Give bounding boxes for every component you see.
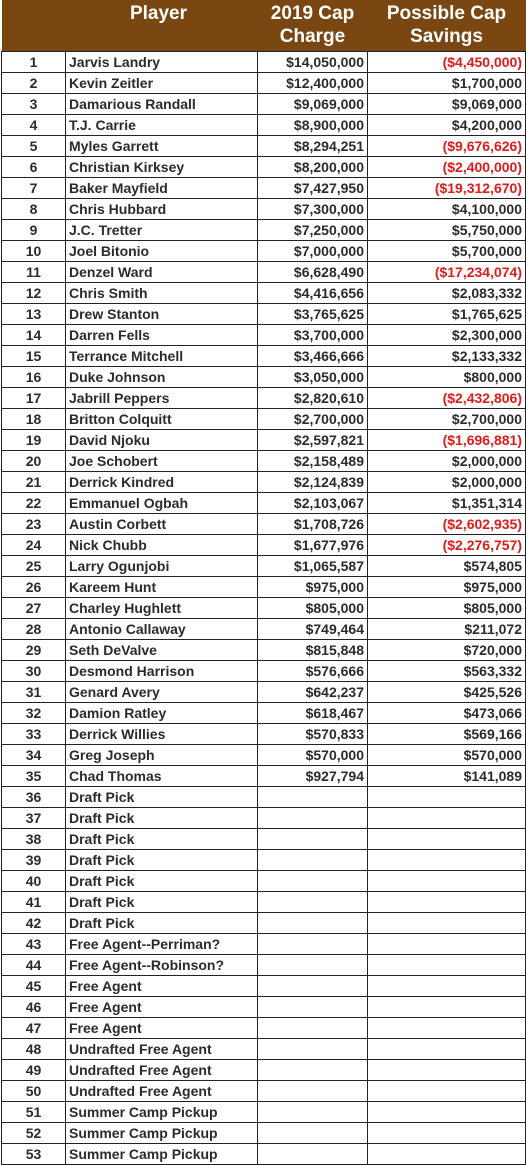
header-cap-charge [258, 0, 368, 52]
player-name: Emmanuel Ogbah [66, 493, 258, 514]
cap-charge [258, 997, 368, 1018]
player-name: Chris Smith [66, 283, 258, 304]
cap-charge [258, 1039, 368, 1060]
player-name: Larry Ogunjobi [66, 556, 258, 577]
table-row [2, 682, 526, 703]
table-row [2, 577, 526, 598]
cap-charge: $815,848 [258, 640, 368, 661]
cap-charge: $2,103,067 [258, 493, 368, 514]
table-row [2, 703, 526, 724]
header-cap-savings-line1: Possible Cap [386, 3, 507, 24]
cap-charge: $2,124,839 [258, 472, 368, 493]
player-name: Charley Hughlett [66, 598, 258, 619]
player-name: Undrafted Free Agent [66, 1081, 258, 1102]
table-row [2, 808, 526, 829]
table-row [2, 73, 526, 94]
cap-savings [368, 997, 526, 1018]
cap-charge [258, 934, 368, 955]
cap-charge: $576,666 [258, 661, 368, 682]
table-row [2, 94, 526, 115]
cap-savings: $211,072 [368, 619, 526, 640]
cap-savings: $569,166 [368, 724, 526, 745]
cap-savings: $975,000 [368, 577, 526, 598]
player-name: Free Agent [66, 997, 258, 1018]
table-row [2, 892, 526, 913]
cap-savings: $563,332 [368, 661, 526, 682]
table-row [2, 115, 526, 136]
row-number: 47 [2, 1018, 66, 1039]
row-number: 37 [2, 808, 66, 829]
row-number: 22 [2, 493, 66, 514]
cap-savings [368, 892, 526, 913]
row-number: 1 [2, 52, 66, 73]
table-row [2, 787, 526, 808]
table-row [2, 514, 526, 535]
row-number: 2 [2, 73, 66, 94]
table-row [2, 472, 526, 493]
cap-savings: $5,700,000 [368, 241, 526, 262]
cap-savings: ($2,432,806) [368, 388, 526, 409]
player-name: Draft Pick [66, 913, 258, 934]
cap-savings: $2,133,332 [368, 346, 526, 367]
row-number: 23 [2, 514, 66, 535]
cap-savings [368, 1123, 526, 1144]
cap-charge: $2,700,000 [258, 409, 368, 430]
table-row [2, 850, 526, 871]
row-number: 34 [2, 745, 66, 766]
player-name: Baker Mayfield [66, 178, 258, 199]
cap-savings [368, 829, 526, 850]
row-number: 26 [2, 577, 66, 598]
row-number: 18 [2, 409, 66, 430]
cap-charge: $570,833 [258, 724, 368, 745]
header-cap-savings-line2: Savings [410, 26, 483, 47]
cap-savings: ($2,602,935) [368, 514, 526, 535]
cap-charge: $805,000 [258, 598, 368, 619]
table-row [2, 1039, 526, 1060]
cap-charge [258, 1060, 368, 1081]
cap-charge: $975,000 [258, 577, 368, 598]
cap-charge [258, 829, 368, 850]
player-name: Free Agent--Perriman? [66, 934, 258, 955]
row-number: 21 [2, 472, 66, 493]
cap-savings [368, 1102, 526, 1123]
player-name: Jarvis Landry [66, 52, 258, 73]
row-number: 45 [2, 976, 66, 997]
cap-savings: $141,089 [368, 766, 526, 787]
row-number: 49 [2, 1060, 66, 1081]
row-number: 33 [2, 724, 66, 745]
row-number: 42 [2, 913, 66, 934]
cap-savings: ($2,276,757) [368, 535, 526, 556]
cap-savings [368, 913, 526, 934]
player-name: Undrafted Free Agent [66, 1039, 258, 1060]
player-name: Jabrill Peppers [66, 388, 258, 409]
row-number: 51 [2, 1102, 66, 1123]
player-name: Draft Pick [66, 871, 258, 892]
cap-savings: $2,000,000 [368, 472, 526, 493]
cap-charge: $1,708,726 [258, 514, 368, 535]
row-number: 7 [2, 178, 66, 199]
cap-savings: $5,750,000 [368, 220, 526, 241]
cap-charge: $749,464 [258, 619, 368, 640]
player-name: Greg Joseph [66, 745, 258, 766]
player-name: Kareem Hunt [66, 577, 258, 598]
header-cap-charge-line2: Charge [279, 26, 346, 47]
table-row [2, 1060, 526, 1081]
cap-savings: ($1,696,881) [368, 430, 526, 451]
player-name: Terrance Mitchell [66, 346, 258, 367]
cap-charge: $618,467 [258, 703, 368, 724]
row-number: 6 [2, 157, 66, 178]
header-row [2, 0, 526, 52]
cap-savings [368, 850, 526, 871]
table-row [2, 451, 526, 472]
cap-savings [368, 1039, 526, 1060]
row-number: 31 [2, 682, 66, 703]
cap-charge [258, 892, 368, 913]
cap-savings: $4,100,000 [368, 199, 526, 220]
table-header [2, 0, 526, 52]
cap-charge [258, 808, 368, 829]
player-name: Drew Stanton [66, 304, 258, 325]
player-name: Genard Avery [66, 682, 258, 703]
cap-charge [258, 976, 368, 997]
row-number: 17 [2, 388, 66, 409]
player-name: Denzel Ward [66, 262, 258, 283]
row-number: 10 [2, 241, 66, 262]
cap-savings: $574,805 [368, 556, 526, 577]
cap-savings [368, 1018, 526, 1039]
cap-charge [258, 850, 368, 871]
cap-charge [258, 1081, 368, 1102]
player-name: Darren Fells [66, 325, 258, 346]
header-cap-savings [368, 0, 526, 52]
row-number: 15 [2, 346, 66, 367]
table-row [2, 955, 526, 976]
cap-charge [258, 1102, 368, 1123]
table-row [2, 241, 526, 262]
player-name: Joel Bitonio [66, 241, 258, 262]
player-name: Duke Johnson [66, 367, 258, 388]
cap-savings: $1,351,314 [368, 493, 526, 514]
table-row [2, 1018, 526, 1039]
table-row [2, 619, 526, 640]
table-row [2, 661, 526, 682]
cap-savings: $473,066 [368, 703, 526, 724]
cap-savings: $2,000,000 [368, 451, 526, 472]
row-number: 12 [2, 283, 66, 304]
cap-savings [368, 955, 526, 976]
header-number [2, 0, 66, 52]
cap-savings [368, 1144, 526, 1165]
header-cap-charge-line1: 2019 Cap [270, 3, 355, 24]
table-row [2, 1081, 526, 1102]
row-number: 32 [2, 703, 66, 724]
row-number: 20 [2, 451, 66, 472]
player-name: Myles Garrett [66, 136, 258, 157]
cap-charge [258, 1018, 368, 1039]
table-row [2, 325, 526, 346]
cap-charge [258, 1123, 368, 1144]
row-number: 46 [2, 997, 66, 1018]
cap-charge: $3,700,000 [258, 325, 368, 346]
table-row [2, 199, 526, 220]
cap-charge: $14,050,000 [258, 52, 368, 73]
player-name: Free Agent [66, 1018, 258, 1039]
player-name: Antonio Callaway [66, 619, 258, 640]
cap-charge [258, 955, 368, 976]
cap-savings: ($9,676,626) [368, 136, 526, 157]
cap-savings: $800,000 [368, 367, 526, 388]
row-number: 48 [2, 1039, 66, 1060]
cap-savings: ($4,450,000) [368, 52, 526, 73]
table-row [2, 220, 526, 241]
row-number: 8 [2, 199, 66, 220]
player-name: J.C. Tretter [66, 220, 258, 241]
cap-charge: $570,000 [258, 745, 368, 766]
player-name: Joe Schobert [66, 451, 258, 472]
cap-savings [368, 1060, 526, 1081]
row-number: 41 [2, 892, 66, 913]
cap-charge: $7,300,000 [258, 199, 368, 220]
table-row [2, 724, 526, 745]
table-row [2, 997, 526, 1018]
table-row [2, 556, 526, 577]
table-row [2, 1123, 526, 1144]
row-number: 29 [2, 640, 66, 661]
cap-table [1, 0, 526, 1165]
cap-charge: $2,158,489 [258, 451, 368, 472]
cap-charge: $1,065,587 [258, 556, 368, 577]
row-number: 39 [2, 850, 66, 871]
cap-savings: $2,083,332 [368, 283, 526, 304]
table-row [2, 1144, 526, 1165]
cap-charge: $2,820,610 [258, 388, 368, 409]
cap-savings: $1,765,625 [368, 304, 526, 325]
table-row [2, 934, 526, 955]
cap-charge: $3,765,625 [258, 304, 368, 325]
player-name: Summer Camp Pickup [66, 1144, 258, 1165]
cap-charge: $642,237 [258, 682, 368, 703]
player-name: Free Agent--Robinson? [66, 955, 258, 976]
cap-savings [368, 787, 526, 808]
player-name: Free Agent [66, 976, 258, 997]
row-number: 27 [2, 598, 66, 619]
cap-charge: $927,794 [258, 766, 368, 787]
table-row [2, 430, 526, 451]
row-number: 30 [2, 661, 66, 682]
cap-savings: $805,000 [368, 598, 526, 619]
player-name: Damarious Randall [66, 94, 258, 115]
table-row [2, 913, 526, 934]
cap-charge: $8,200,000 [258, 157, 368, 178]
player-name: Draft Pick [66, 829, 258, 850]
player-name: Draft Pick [66, 850, 258, 871]
row-number: 16 [2, 367, 66, 388]
player-name: Desmond Harrison [66, 661, 258, 682]
table-row [2, 976, 526, 997]
table-row [2, 52, 526, 73]
cap-savings: ($2,400,000) [368, 157, 526, 178]
cap-charge: $6,628,490 [258, 262, 368, 283]
player-name: Chris Hubbard [66, 199, 258, 220]
player-name: Undrafted Free Agent [66, 1060, 258, 1081]
table-row [2, 157, 526, 178]
cap-savings: $720,000 [368, 640, 526, 661]
row-number: 35 [2, 766, 66, 787]
player-name: Draft Pick [66, 892, 258, 913]
cap-savings: $570,000 [368, 745, 526, 766]
cap-charge: $7,427,950 [258, 178, 368, 199]
player-name: Seth DeValve [66, 640, 258, 661]
table-row [2, 598, 526, 619]
player-name: Derrick Kindred [66, 472, 258, 493]
table-row [2, 388, 526, 409]
row-number: 11 [2, 262, 66, 283]
cap-charge: $7,250,000 [258, 220, 368, 241]
table-row [2, 1102, 526, 1123]
cap-charge: $9,069,000 [258, 94, 368, 115]
row-number: 53 [2, 1144, 66, 1165]
cap-charge: $12,400,000 [258, 73, 368, 94]
cap-charge: $7,000,000 [258, 241, 368, 262]
cap-charge: $4,416,656 [258, 283, 368, 304]
table-row [2, 346, 526, 367]
cap-charge: $2,597,821 [258, 430, 368, 451]
row-number: 40 [2, 871, 66, 892]
player-name: Kevin Zeitler [66, 73, 258, 94]
table-row [2, 640, 526, 661]
row-number: 44 [2, 955, 66, 976]
cap-savings: $9,069,000 [368, 94, 526, 115]
row-number: 43 [2, 934, 66, 955]
cap-savings: $2,700,000 [368, 409, 526, 430]
row-number: 36 [2, 787, 66, 808]
table-row [2, 829, 526, 850]
table-row [2, 367, 526, 388]
cap-charge [258, 913, 368, 934]
player-name: Draft Pick [66, 787, 258, 808]
table-row [2, 871, 526, 892]
cap-charge [258, 871, 368, 892]
cap-charge: $3,050,000 [258, 367, 368, 388]
table-row [2, 745, 526, 766]
player-name: Nick Chubb [66, 535, 258, 556]
row-number: 28 [2, 619, 66, 640]
player-name: Austin Corbett [66, 514, 258, 535]
player-name: Draft Pick [66, 808, 258, 829]
row-number: 9 [2, 220, 66, 241]
player-name: Damion Ratley [66, 703, 258, 724]
table-row [2, 493, 526, 514]
cap-charge: $1,677,976 [258, 535, 368, 556]
header-player: Player [66, 0, 258, 52]
table-row [2, 535, 526, 556]
cap-savings [368, 808, 526, 829]
cap-charge: $8,294,251 [258, 136, 368, 157]
row-number: 50 [2, 1081, 66, 1102]
cap-charge: $3,466,666 [258, 346, 368, 367]
row-number: 3 [2, 94, 66, 115]
cap-charge [258, 1144, 368, 1165]
player-name: Summer Camp Pickup [66, 1123, 258, 1144]
cap-savings [368, 1081, 526, 1102]
player-name: Christian Kirksey [66, 157, 258, 178]
row-number: 52 [2, 1123, 66, 1144]
player-name: David Njoku [66, 430, 258, 451]
cap-savings: $2,300,000 [368, 325, 526, 346]
cap-charge [258, 787, 368, 808]
row-number: 19 [2, 430, 66, 451]
player-name: Britton Colquitt [66, 409, 258, 430]
table-body [2, 52, 526, 1165]
table-row [2, 304, 526, 325]
cap-savings: $1,700,000 [368, 73, 526, 94]
row-number: 13 [2, 304, 66, 325]
cap-savings [368, 871, 526, 892]
row-number: 4 [2, 115, 66, 136]
player-name: T.J. Carrie [66, 115, 258, 136]
table-row [2, 283, 526, 304]
row-number: 25 [2, 556, 66, 577]
table-row [2, 178, 526, 199]
row-number: 24 [2, 535, 66, 556]
table-row [2, 136, 526, 157]
player-name: Derrick Willies [66, 724, 258, 745]
table-row [2, 262, 526, 283]
row-number: 38 [2, 829, 66, 850]
cap-savings: ($17,234,074) [368, 262, 526, 283]
cap-savings: ($19,312,670) [368, 178, 526, 199]
cap-savings [368, 934, 526, 955]
cap-savings: $425,526 [368, 682, 526, 703]
row-number: 5 [2, 136, 66, 157]
row-number: 14 [2, 325, 66, 346]
player-name: Chad Thomas [66, 766, 258, 787]
cap-savings: $4,200,000 [368, 115, 526, 136]
player-name: Summer Camp Pickup [66, 1102, 258, 1123]
cap-charge: $8,900,000 [258, 115, 368, 136]
cap-savings [368, 976, 526, 997]
table-row [2, 409, 526, 430]
table-row [2, 766, 526, 787]
